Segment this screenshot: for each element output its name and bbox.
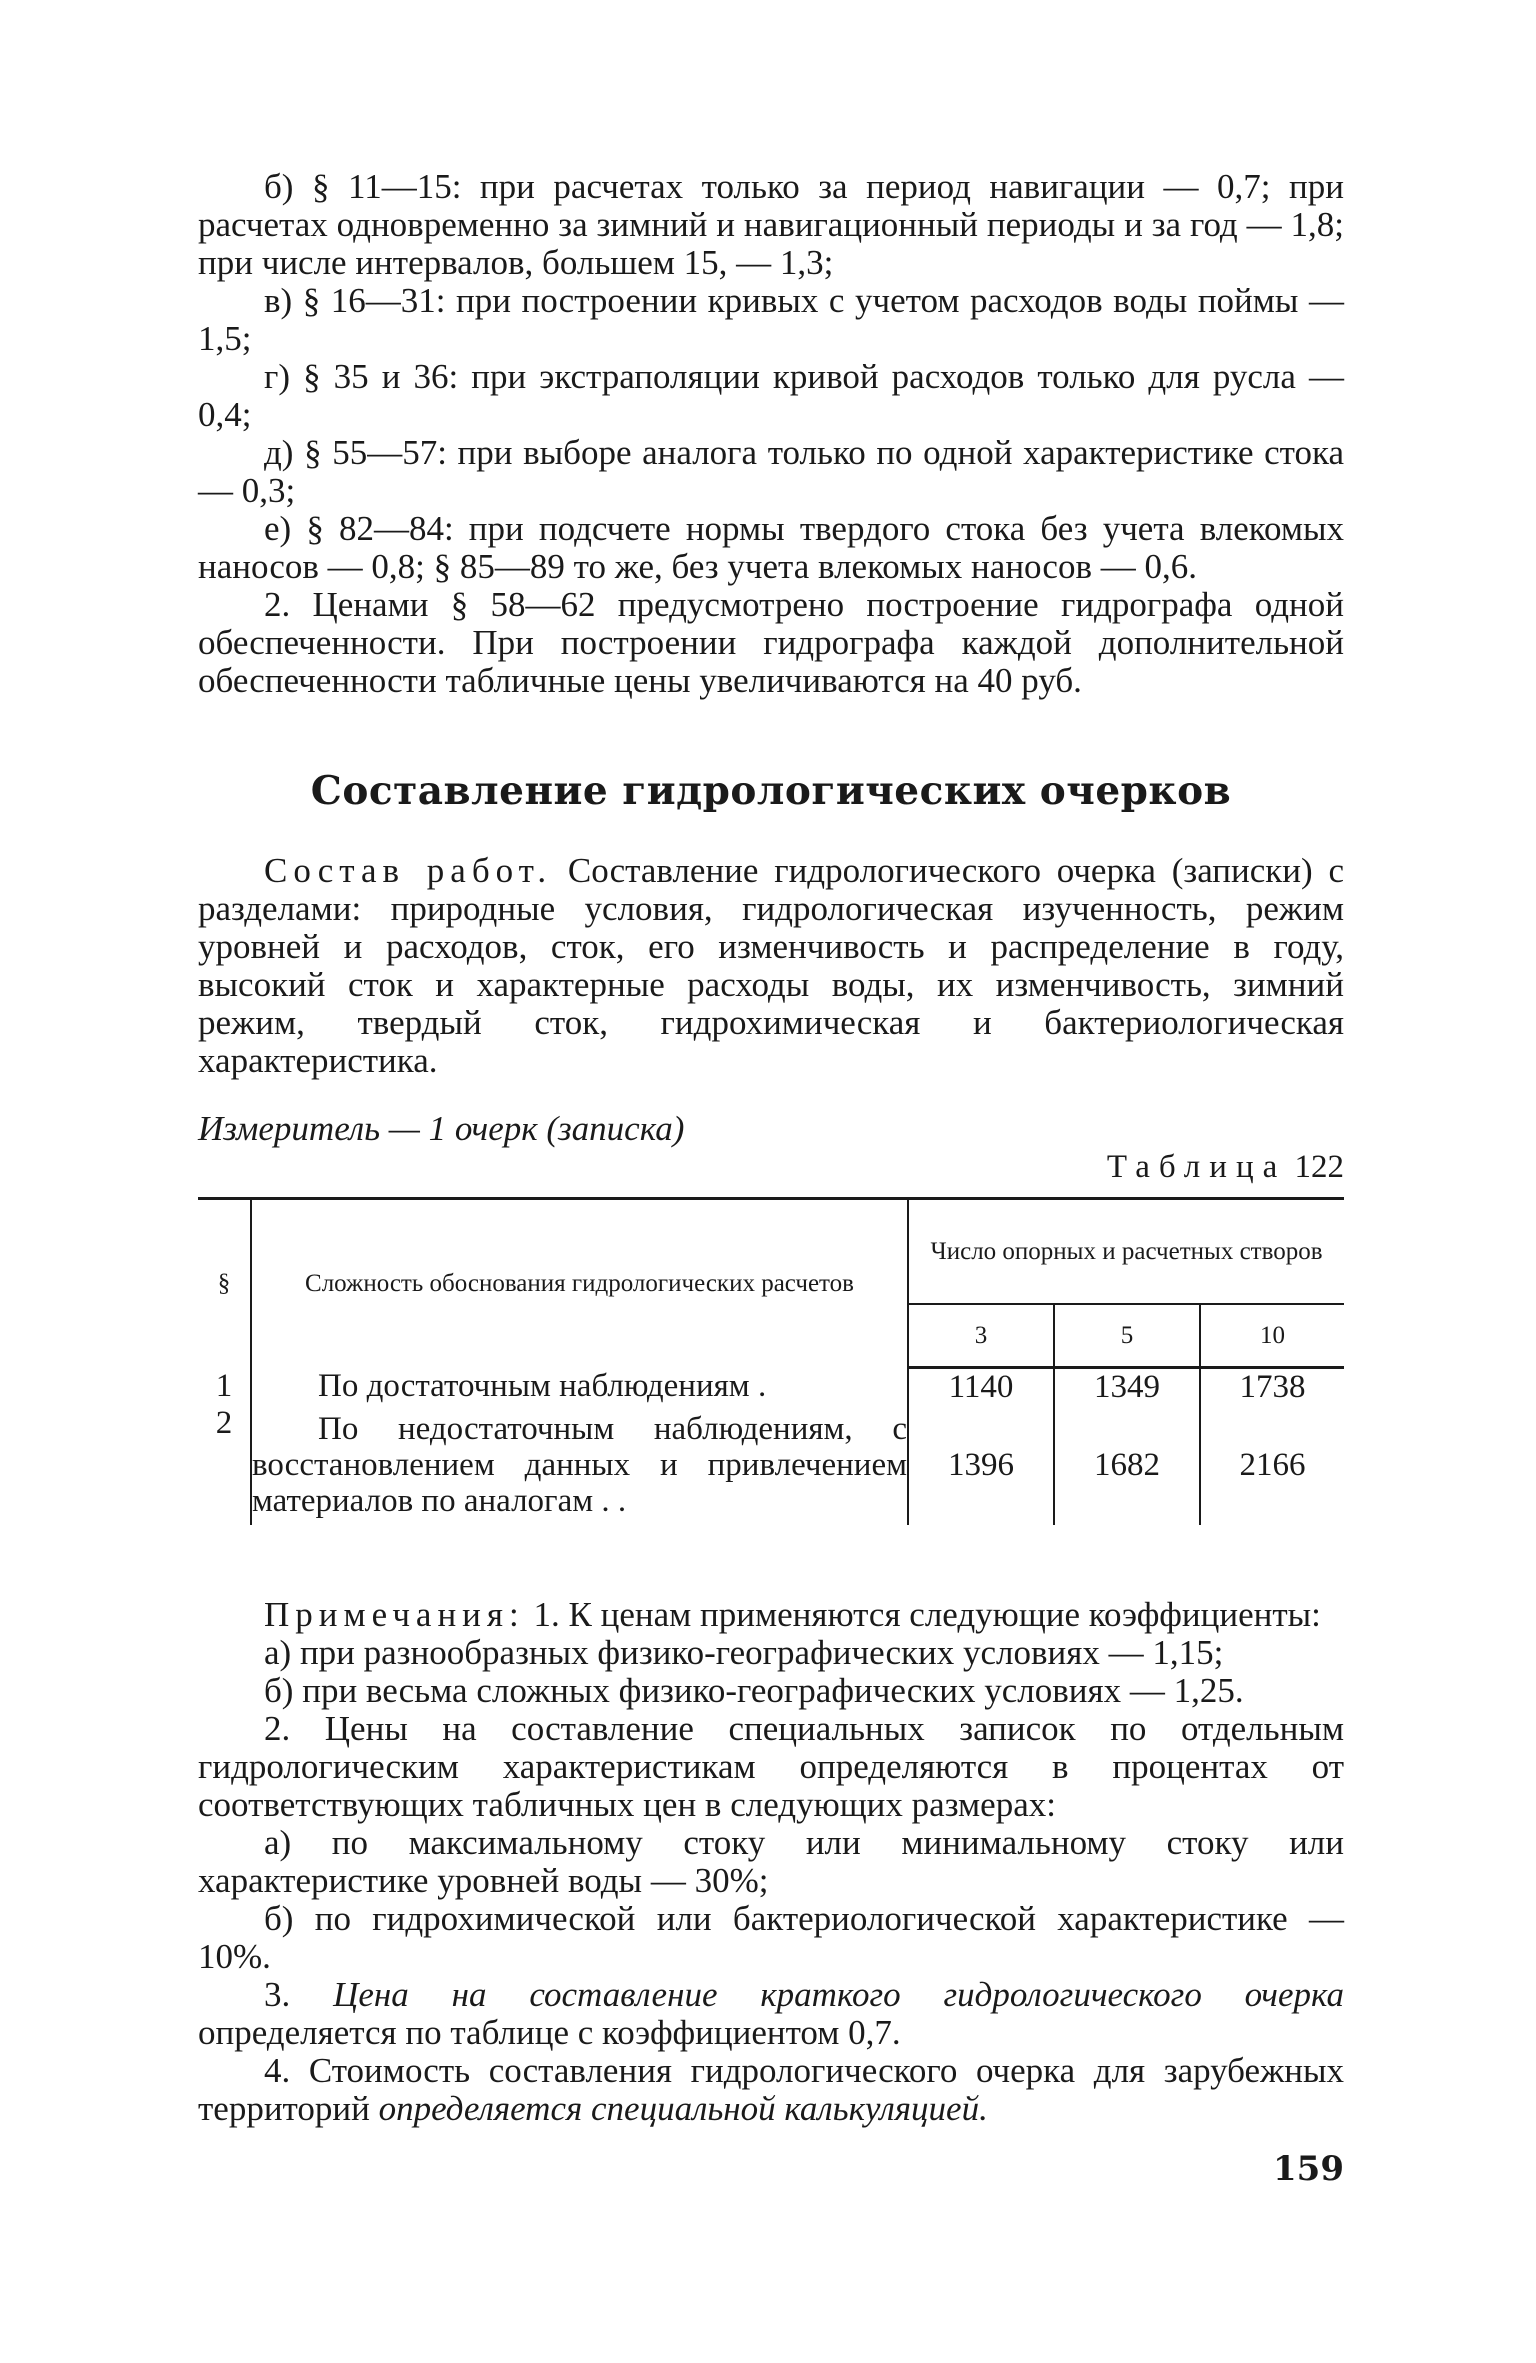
note-3 bbox=[198, 1976, 1344, 2052]
note-1-a: а) при разнообразных физико-географических условиях — 1,15; bbox=[264, 1633, 1224, 1672]
note-1-b: б) при весьма сложных физико-географических условиях — 1,25. bbox=[264, 1671, 1244, 1710]
coefficient-item-v: в) § 16—31: при построении кривых с учетом расходов воды поймы — 1,5; bbox=[198, 281, 1344, 358]
table-caption bbox=[1107, 1148, 1344, 1186]
price-10-sites: 1738 bbox=[1200, 1368, 1344, 1406]
header-sites-group: Число опорных и расчетных створов bbox=[908, 1199, 1344, 1304]
note-1 bbox=[198, 1596, 1344, 1634]
price-table bbox=[198, 1197, 1344, 1525]
price-5-sites: 1349 bbox=[1054, 1368, 1200, 1406]
composition-paragraph bbox=[198, 852, 1344, 1080]
note-3-number: 3. bbox=[264, 1975, 334, 2014]
table-row bbox=[198, 1368, 1344, 1406]
note-2-a: а) по максимальному стоку или минимальному стоку или характеристике уровней воды — 30%; bbox=[198, 1823, 1344, 1900]
coefficient-item-b: б) § 11—15: при расчетах только за период навигации — 0,7; при расчетах одновременно за зимний и навигационный периоды и за год — 1,8; при числе интервалов, большем 15, — 1,3; bbox=[198, 167, 1344, 282]
row-description: По недостаточным наблюдениям, с восстановлением данных и привлечением материалов по аналогам . . bbox=[251, 1405, 908, 1525]
note-4-start: 4. Стоимость составления гидрологического очерка для зарубежных территорий bbox=[198, 2051, 1344, 2128]
note-4-italic: определяется специальной калькуляцией. bbox=[378, 2089, 988, 2128]
table-caption-number: 122 bbox=[1294, 1149, 1344, 1185]
composition-section bbox=[198, 852, 1344, 1080]
note-2: 2. Цены на составление специальных записок по отдельным гидрологическим характеристикам определяются в процентах от соответствующих табличных цен в следующих размерах: bbox=[198, 1709, 1344, 1824]
coefficient-item-g: г) § 35 и 36: при экстраполяции кривой расходов только для русла — 0,4; bbox=[198, 357, 1344, 434]
header-sites-5: 5 bbox=[1054, 1304, 1200, 1368]
price-3-sites: 1140 bbox=[908, 1368, 1054, 1406]
note-3-rest: определяется по таблице с коэффициентом 0,7. bbox=[198, 2013, 901, 2052]
table-row bbox=[198, 1405, 1344, 1525]
note-3-italic: Цена на составление краткого гидрологического очерка bbox=[333, 1975, 1344, 2014]
note-4 bbox=[198, 2052, 1344, 2128]
header-sites-10: 10 bbox=[1200, 1304, 1344, 1368]
note-1-text: 1. К ценам применяются следующие коэффициенты: bbox=[524, 1595, 1321, 1634]
row-number: 1 bbox=[215, 1368, 233, 1405]
price-5-sites: 1682 bbox=[1054, 1405, 1200, 1525]
coefficient-item-e: е) § 82—84: при подсчете нормы твердого стока без учета влекомых наносов — 0,8; § 85—89 то же, без учета влекомых наносов — 0,6. bbox=[198, 509, 1344, 586]
notes-label: Примечания: bbox=[264, 1595, 525, 1634]
header-complexity: Сложность обоснования гидрологических расчетов bbox=[251, 1199, 908, 1368]
row-number: 2 bbox=[215, 1405, 233, 1441]
section-heading: Составление гидрологических очерков bbox=[310, 768, 1232, 814]
composition-label: Состав работ. bbox=[264, 851, 553, 890]
price-10-sites: 2166 bbox=[1200, 1405, 1344, 1525]
notes-section bbox=[198, 1596, 1344, 2128]
composition-text: Составление гидрологического очерка (записки) с разделами: природные условия, гидрологическая изученность, режим уровней и расходов, сток, его изменчивость и распределение в году, высокий сток и характерные расходы воды, их изменчивость, зимний режим, твердый сток, гидрохимическая и бактериологическая характеристика. bbox=[198, 851, 1344, 1080]
unit-of-measure: Измеритель — 1 очерк (записка) bbox=[198, 1109, 685, 1148]
header-section: § bbox=[198, 1199, 251, 1368]
intro-section bbox=[198, 168, 1344, 700]
note-2-b: б) по гидрохимической или бактериологической характеристике — 10%. bbox=[198, 1899, 1344, 1976]
note-2-paragraph: 2. Ценами § 58—62 предусмотрено построение гидрографа одной обеспеченности. При построении гидрографа каждой дополнительной обеспеченности табличные цены увеличиваются на 40 руб. bbox=[198, 585, 1344, 700]
coefficient-item-d: д) § 55—57: при выборе аналога только по одной характеристике стока — 0,3; bbox=[198, 433, 1344, 510]
price-3-sites: 1396 bbox=[908, 1405, 1054, 1525]
header-sites-3: 3 bbox=[908, 1304, 1054, 1368]
row-description: По достаточным наблюдениям . bbox=[251, 1368, 908, 1406]
page-number: 159 bbox=[1273, 2149, 1344, 2189]
table-caption-label: Таблица bbox=[1106, 1149, 1287, 1185]
